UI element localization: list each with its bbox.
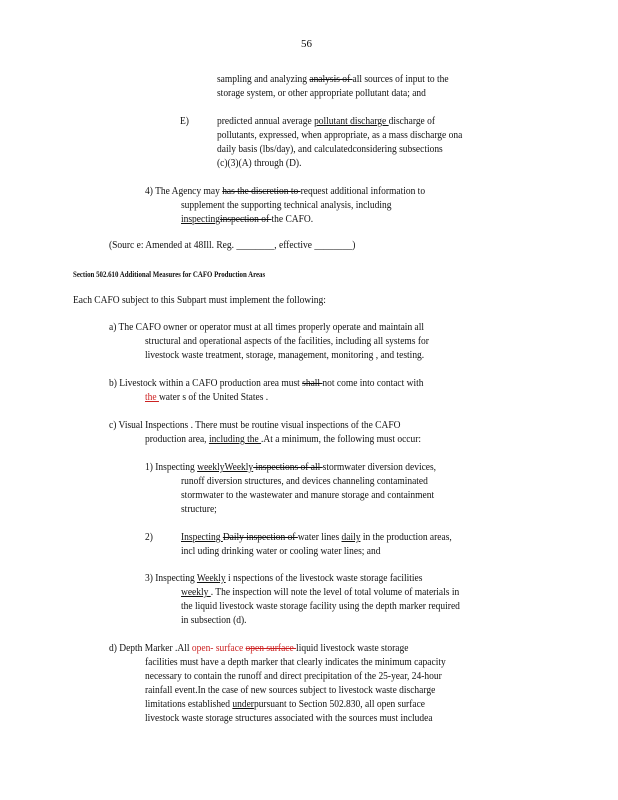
inserted-text: open- surface bbox=[191, 643, 246, 654]
paragraph-line: Inspecting Daily inspection of water lines daily in the production areas, bbox=[181, 532, 452, 543]
deleted-text: inspection of bbox=[219, 214, 272, 225]
paragraph-line: rainfall event.In the case of new sources subject to livestock waste discharge bbox=[145, 685, 436, 696]
paragraph-line: a) The CAFO owner or operator must at all times properly operate and maintain all bbox=[109, 322, 425, 333]
paragraph-line: inspectinginspection of the CAFO. bbox=[181, 214, 314, 225]
paragraph-line: daily basis (lbs/day), and calculatedconsidering subsections bbox=[217, 144, 443, 155]
paragraph-line: incl uding drinking water or cooling water lines; and bbox=[181, 546, 381, 557]
paragraph-line: the water s of the United States . bbox=[145, 392, 269, 403]
paragraph-line: 3) Inspecting Weekly i nspections of the livestock waste storage facilities bbox=[145, 573, 423, 584]
inserted-text: pollutant discharge bbox=[314, 116, 389, 127]
paragraph-line: the liquid livestock waste storage facility using the depth marker required bbox=[181, 601, 460, 612]
inserted-text: weeklyWeekly bbox=[197, 462, 254, 473]
paragraph-line: predicted annual average pollutant discharge discharge of bbox=[217, 116, 436, 127]
paragraph-line: livestock waste treatment, storage, management, monitoring , and testing. bbox=[145, 350, 425, 361]
paragraph-line: runoff diversion structures, and devices channeling contaminated bbox=[181, 476, 428, 487]
item-label: 2) bbox=[145, 532, 153, 543]
paragraph-line: sampling and analyzing analysis of all sources of input to the bbox=[217, 74, 449, 85]
deleted-text: shall bbox=[302, 378, 323, 389]
paragraph-line: b) Livestock within a CAFO production area must shall not come into contact with bbox=[109, 378, 424, 389]
section-heading: Section 502.610 Additional Measures for CAFO Production Areas bbox=[73, 270, 266, 279]
paragraph-line: 4) The Agency may has the discretion to request additional information to bbox=[145, 186, 426, 197]
deleted-text: analysis of bbox=[309, 74, 353, 85]
paragraph-line: supplement the supporting technical analysis, including bbox=[181, 200, 392, 211]
deleted-text: open surface bbox=[245, 643, 297, 654]
paragraph-line: necessary to contain the runoff and direct precipitation of the 25-year, 24-hour bbox=[145, 671, 442, 682]
inserted-text: daily bbox=[341, 532, 361, 543]
blank-line: ________ bbox=[314, 240, 353, 251]
paragraph-line: d) Depth Marker .All open- surface open surface liquid livestock waste storage bbox=[109, 643, 409, 654]
inserted-text: the bbox=[145, 392, 159, 403]
intro-paragraph: Each CAFO subject to this Subpart must implement the following: bbox=[73, 295, 326, 306]
page-number: 56 bbox=[301, 38, 312, 50]
paragraph-line: production area, including the .At a minimum, the following must occur: bbox=[145, 434, 422, 445]
paragraph-line: limitations established underpursuant to Section 502.830, all open surface bbox=[145, 699, 425, 710]
blank-line: ________ bbox=[236, 240, 275, 251]
item-label: E) bbox=[180, 116, 189, 127]
paragraph-line: storage system, or other appropriate pollutant data; and bbox=[217, 88, 426, 99]
inserted-text: Inspecting bbox=[181, 532, 223, 543]
deleted-text: Daily inspection of bbox=[222, 532, 298, 543]
inserted-text: weekly bbox=[181, 587, 211, 598]
paragraph-line: 1) Inspecting weeklyWeekly inspections of all stormwater diversion devices, bbox=[145, 462, 437, 473]
inserted-text: Weekly bbox=[196, 573, 226, 584]
paragraph-line: livestock waste storage structures associated with the sources must includea bbox=[145, 713, 433, 724]
paragraph-line: stormwater to the wastewater and manure storage and containment bbox=[181, 490, 435, 501]
inserted-text: under bbox=[232, 699, 254, 710]
paragraph-line: c) Visual Inspections . There must be routine visual inspections of the CAFO bbox=[109, 420, 401, 431]
inserted-text: inspecting bbox=[181, 214, 220, 225]
paragraph-line: facilities must have a depth marker that clearly indicates the minimum capacity bbox=[145, 657, 446, 668]
paragraph-line: in subsection (d). bbox=[181, 615, 247, 626]
paragraph-line: (c)(3)(A) through (D). bbox=[217, 158, 302, 169]
source-note: (Sourc e: Amended at 48Ill. Reg. ________, effective ________) bbox=[109, 240, 356, 251]
paragraph-line: weekly . The inspection will note the level of total volume of materials in bbox=[181, 587, 460, 598]
paragraph-line: structure; bbox=[181, 504, 217, 515]
deleted-text: inspections of all bbox=[253, 462, 323, 473]
inserted-text: including the bbox=[208, 434, 262, 445]
paragraph-line: structural and operational aspects of the facilities, including all systems for bbox=[145, 336, 429, 347]
paragraph-line: pollutants, expressed, when appropriate, as a mass discharge ona bbox=[217, 130, 463, 141]
deleted-text: has the discretion to bbox=[222, 186, 301, 197]
